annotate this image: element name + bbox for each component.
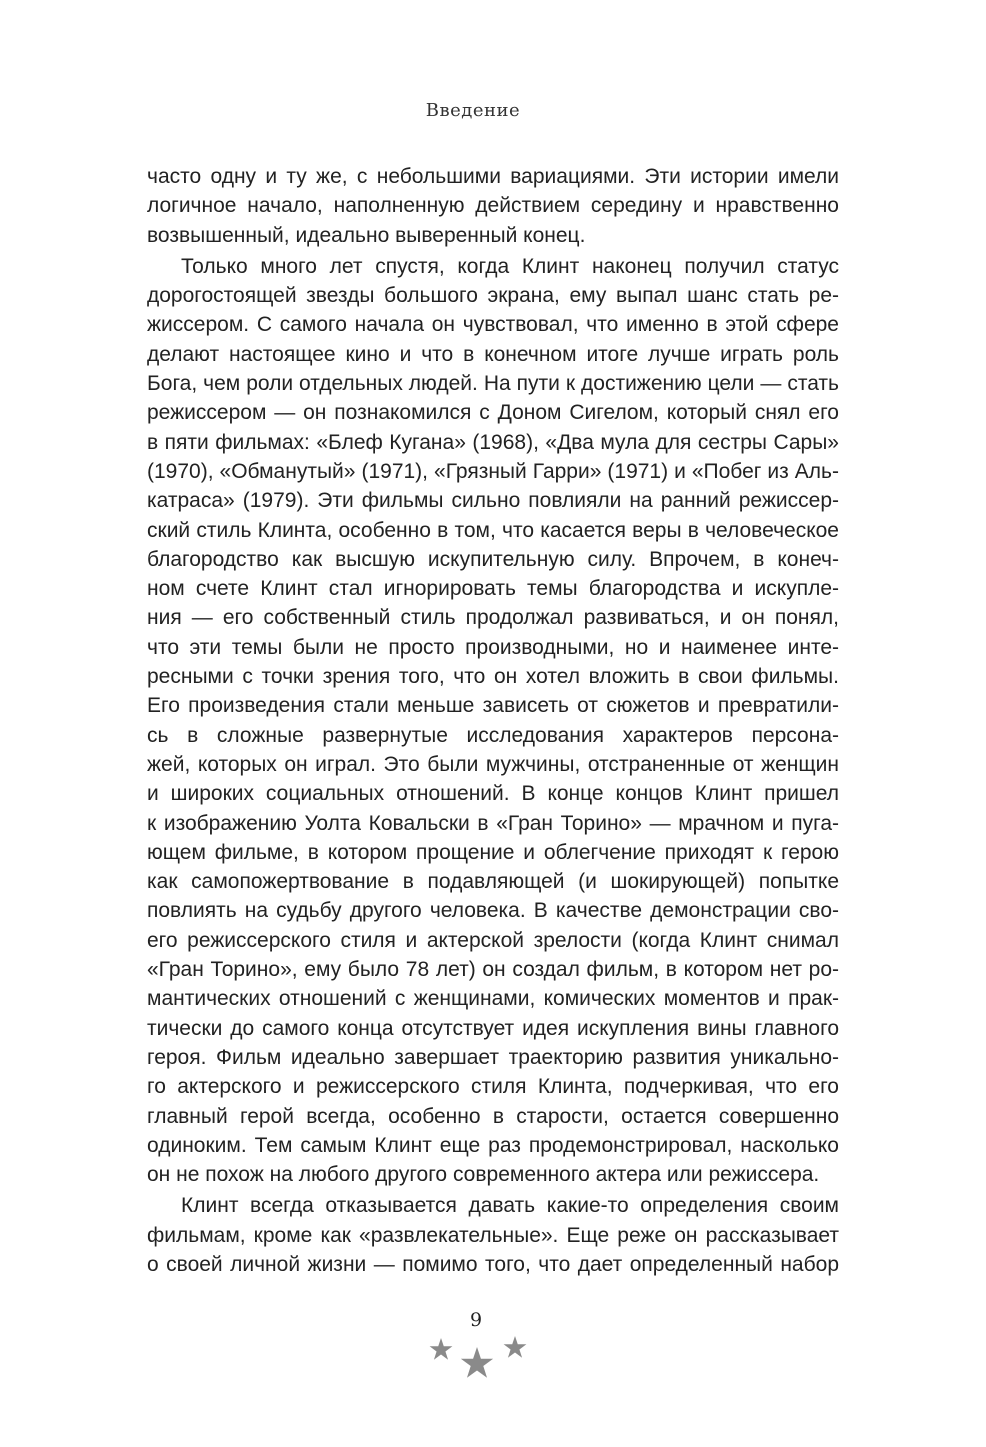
text-line: ния — его собственный стиль продолжал развиваться, и он понял,: [147, 606, 839, 630]
text-line: мантических отношений с женщинами, комических моментов и прак-: [147, 987, 839, 1011]
text-line: ресными с точки зрения того, что он хотел вложить в свои фильмы.: [147, 665, 839, 689]
body-text: [147, 162, 839, 1279]
text-line: его режиссерского стиля и актерской зрелости (когда Клинт снимал: [147, 928, 839, 952]
text-line: ном счете Клинт стал игнорировать темы благородства и искупле-: [147, 577, 839, 601]
text-line: и широких социальных отношений. В конце концов Клинт пришел: [147, 782, 839, 806]
text-line: Только много лет спустя, когда Клинт наконец получил статус: [181, 254, 839, 278]
text-line: сь в сложные развернутые исследования характеров персона-: [147, 723, 839, 747]
text-line: режиссером — он познакомился с Доном Сигелом, который снял его: [147, 401, 839, 425]
text-line: жей, которых он играл. Это были мужчины, отстраненные от женщин: [147, 752, 839, 776]
text-line: делают настоящее кино и что в конечном итоге лучше играть роль: [147, 342, 839, 366]
text-line: он не похож на любого другого современного актера или режиссера.: [147, 1163, 820, 1187]
text-line: тически до самого конца отсутствует идея искупления вины главного: [147, 1016, 839, 1040]
text-line: го актерского и режиссерского стиля Клинта, подчеркивая, что его: [147, 1075, 839, 1099]
text-line: в пяти фильмах: «Блеф Кугана» (1968), «Два мула для сестры Сары»: [147, 430, 839, 454]
text-line: главный герой всегда, особенно в старости, остается совершенно: [147, 1104, 839, 1128]
text-line: что эти темы были не просто производными, но и наименее инте-: [147, 635, 839, 659]
text-line: ский стиль Клинта, особенно в том, что касается веры в человеческое: [147, 518, 839, 542]
text-line: дорогостоящей звезды большого экрана, ему выпал шанс стать ре-: [147, 284, 839, 308]
text-line: как самопожертвование в подавляющей (и шокирующей) попытке: [147, 870, 839, 894]
text-line: Клинт всегда отказывается давать какие-то определения своим: [181, 1194, 839, 1218]
running-header: Введение: [425, 100, 521, 121]
text-line: часто одну и ту же, с небольшими вариациями. Эти истории имели: [147, 165, 839, 188]
text-line: возвышенный, идеально выверенный конец.: [147, 223, 586, 247]
text-line: логичное начало, наполненную действием середину и нравственно: [147, 194, 839, 218]
three-stars-icon: [420, 1336, 540, 1386]
text-line: катраса» (1979). Эти фильмы сильно повлияли на ранний режиссер-: [147, 489, 839, 513]
text-line: «Гран Торино», ему было 78 лет) он создал фильм, в котором нет ро-: [147, 958, 839, 982]
text-line: к изображению Уолта Ковальски в «Гран Торино» — мрачном и пуга-: [147, 811, 839, 835]
star-left-icon: [430, 1338, 453, 1360]
text-line: одиноким. Тем самым Клинт еще раз продемонстрировал, насколько: [147, 1133, 839, 1157]
text-line: Бога, чем роли отдельных людей. На пути к достижению цели — стать: [147, 372, 839, 396]
text-line: ющем фильме, в котором прощение и облегчение приходят к герою: [147, 840, 839, 864]
star-center-icon: [461, 1347, 493, 1378]
text-line: героя. Фильм идеально завершает траекторию развития уникально-: [147, 1045, 839, 1069]
text-line: благородство как высшую искупительную силу. Впрочем, в конеч-: [147, 547, 839, 571]
text-line: (1970), «Обманутый» (1971), «Грязный Гарри» (1971) и «Побег из Аль-: [147, 459, 839, 483]
text-line: фильмам, кроме как «развлекательные». Еще реже он рассказывает: [147, 1223, 839, 1247]
text-line: жиссером. С самого начала он чувствовал, что именно в этой сфере: [147, 313, 839, 337]
text-line: повлиять на судьбу другого человека. В качестве демонстрации сво-: [147, 899, 839, 923]
page-number: 9: [469, 1309, 483, 1331]
star-right-icon: [504, 1336, 527, 1358]
text-line: Его произведения стали меньше зависеть от сюжетов и превратили-: [147, 694, 839, 718]
text-line: о своей личной жизни — помимо того, что дает определенный набор: [147, 1252, 839, 1276]
